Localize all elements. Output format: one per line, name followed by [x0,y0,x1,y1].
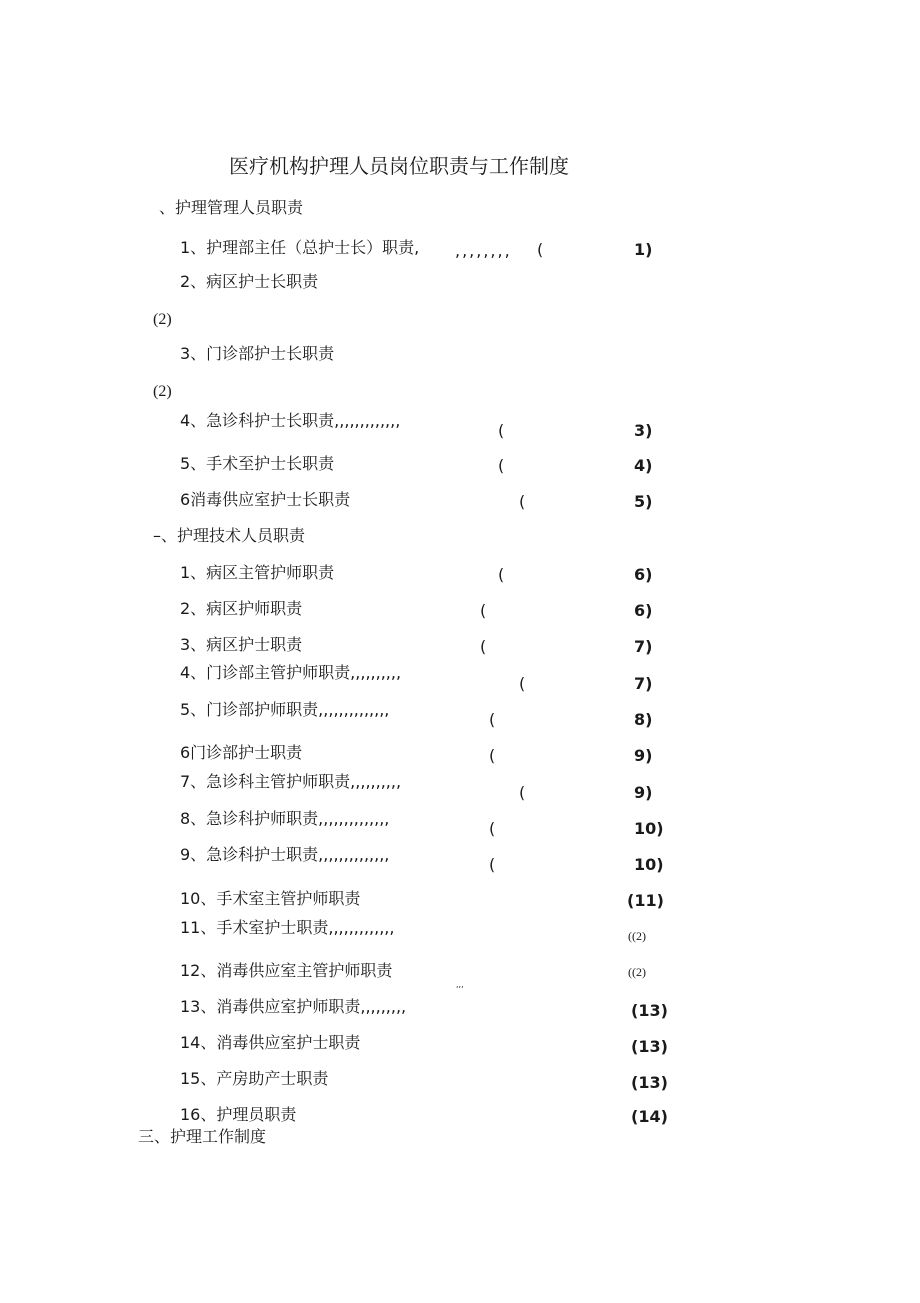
toc-entry-label: 11、手术室护士职责,,,,,,,,,,,,, [180,918,395,937]
toc-entry-paren: ( [489,819,496,838]
toc-entry-label: 5、门诊部护师职责,,,,,,,,,,,,,, [180,700,390,719]
toc-entry-page: ((2) [628,965,646,979]
toc-entry-paren: ( [519,783,526,802]
toc-entry-page: 9) [634,783,653,802]
toc-entry-label: 14、消毒供应室护士职责 [180,1033,361,1052]
toc-entry-page: 1) [634,240,653,259]
section-heading-rules: 三、护理工作制度 [138,1127,267,1146]
toc-entry-paren: ( [498,456,505,475]
toc-entry-label: 15、产房助产士职责 [180,1069,329,1088]
toc-entry-label: 8、急诊科护师职责,,,,,,,,,,,,,, [180,809,390,828]
section-heading-technical: –、护理技术人员职责 [153,526,306,545]
toc-entry-page: (14) [631,1107,668,1126]
toc-entry-label: 5、手术至护士长职责 [180,454,335,473]
toc-entry-label: 2、病区护士长职责 [180,272,319,291]
toc-entry-label: 1、护理部主任（总护士长）职责, [180,238,420,257]
toc-entry-page: 9) [634,746,653,765]
toc-entry-page: 4) [634,456,653,475]
toc-entry-page: (13) [631,1001,668,1020]
toc-entry-page: (13) [631,1073,668,1092]
toc-entry-label: 6消毒供应室护士长职责 [180,490,351,509]
toc-entry-label: 9、急诊科护士职责,,,,,,,,,,,,,, [180,845,390,864]
toc-entry-label: 16、护理员职责 [180,1105,297,1124]
toc-entry-paren: ( [480,601,487,620]
toc-entry-page: (11) [627,891,664,910]
toc-entry-label: 4、急诊科护士长职责,,,,,,,,,,,,, [180,411,401,430]
toc-entry-page: (2) [153,311,172,328]
toc-entry-page: 7) [634,674,653,693]
toc-leader-dots: ,,, [456,980,464,989]
toc-entry-paren: ( [489,855,496,874]
toc-entry-paren: ( [489,746,496,765]
toc-entry-label: 13、消毒供应室护师职责,,,,,,,,, [180,997,407,1016]
toc-entry-page: (2) [153,383,172,400]
toc-entry-label: 7、急诊科主管护师职责,,,,,,,,,, [180,772,402,791]
toc-entry-label: 3、门诊部护士长职责 [180,344,335,363]
toc-entry-label: 6门诊部护士职责 [180,743,303,762]
toc-leader-dots: ,,,,,,,, [455,241,512,260]
toc-entry-page: 6) [634,565,653,584]
toc-entry-paren: ( [537,240,544,259]
toc-entry-paren: ( [519,674,526,693]
toc-entry-paren: ( [498,421,505,440]
toc-entry-page: 6) [634,601,653,620]
toc-entry-page: ((2) [628,929,646,943]
toc-entry-paren: ( [489,710,496,729]
toc-entry-label: 10、手术室主管护师职责 [180,889,361,908]
toc-entry-label: 4、门诊部主管护师职责,,,,,,,,,, [180,663,402,682]
section-heading-management: 、护理管理人员职责 [159,198,304,217]
toc-entry-page: 8) [634,710,653,729]
toc-entry-page: 10) [634,819,664,838]
toc-entry-page: 10) [634,855,664,874]
toc-entry-label: 1、病区主管护师职责 [180,563,335,582]
toc-entry-paren: ( [480,637,487,656]
toc-entry-paren: ( [519,492,526,511]
toc-entry-paren: ( [498,565,505,584]
toc-entry-page: 5) [634,492,653,511]
toc-entry-label: 12、消毒供应室主管护师职责 [180,961,393,980]
toc-entry-page: (13) [631,1037,668,1056]
toc-entry-page: 7) [634,637,653,656]
toc-entry-label: 2、病区护师职责 [180,599,303,618]
document-title: 医疗机构护理人员岗位职责与工作制度 [229,154,569,178]
toc-entry-label: 3、病区护士职责 [180,635,303,654]
toc-entry-page: 3) [634,421,653,440]
